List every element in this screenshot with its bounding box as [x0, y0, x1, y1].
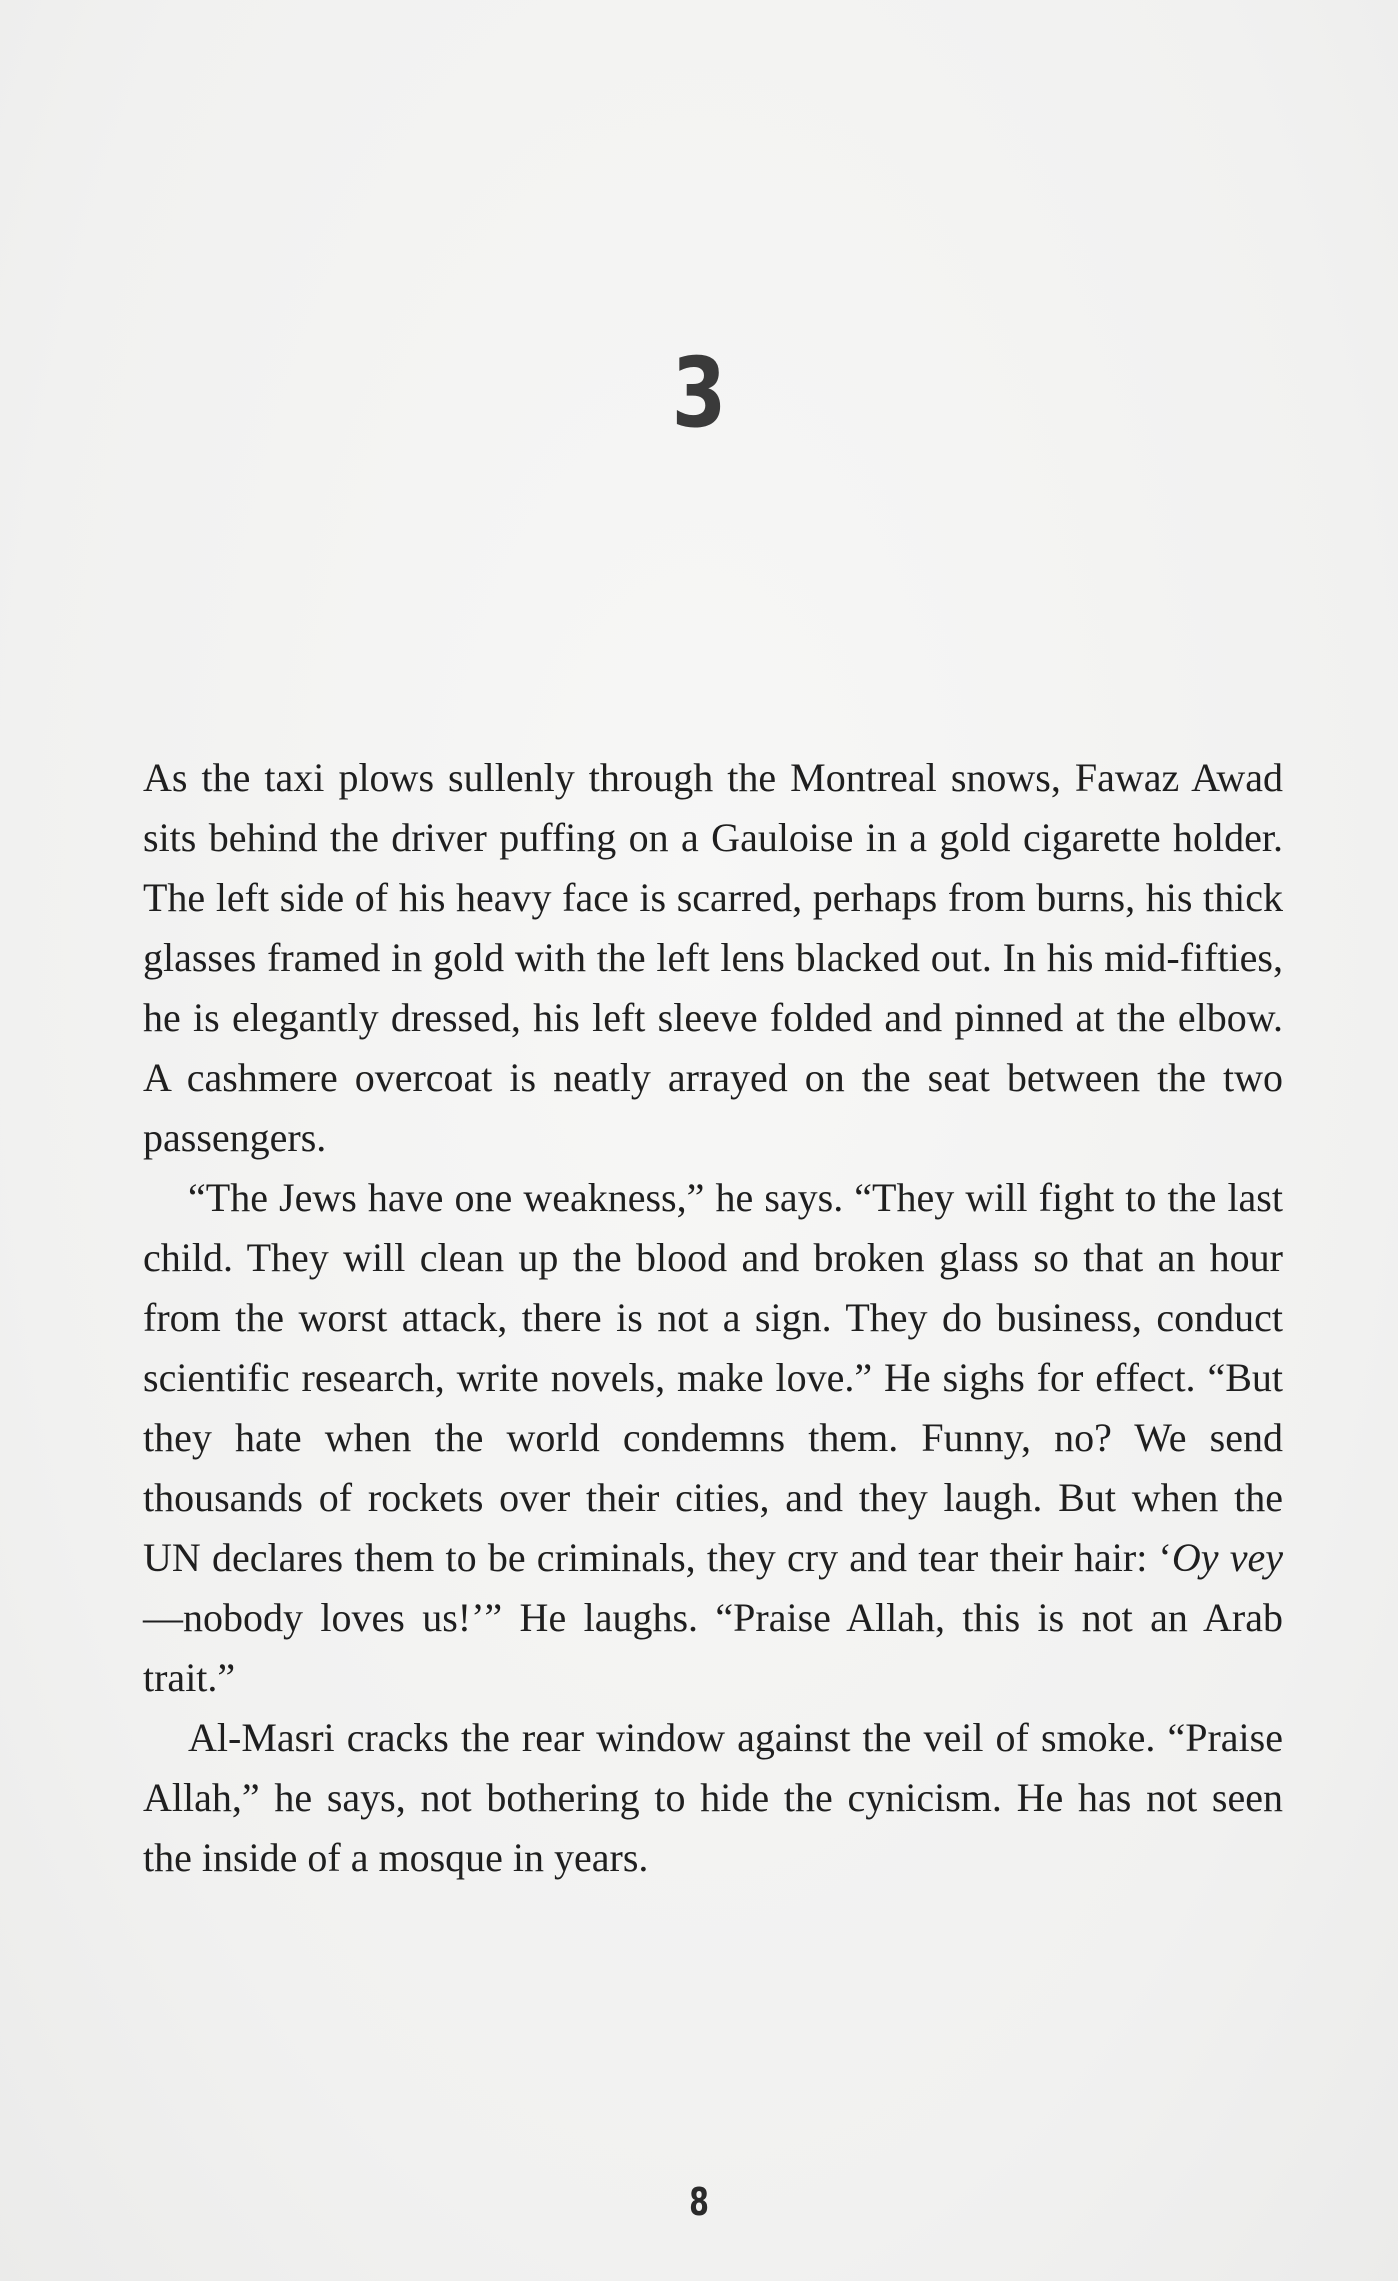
- page-number: 8: [689, 2180, 709, 2224]
- chapter-body: [143, 748, 1283, 1888]
- paragraph-2-text-after: —nobody loves us!’” He laughs. “Praise Allah, this is not an Arab trait.”: [143, 1595, 1283, 1700]
- paragraph-1: As the taxi plows sullenly through the Montreal snows, Fawaz Awad sits behind the driver puffing on a Gauloise in a gold cigarette holder. The left side of his heavy face is scarred, perhaps from burns, his thick glasses framed in gold with the left lens blacked out. In his mid-fifties, he is elegantly dressed, his left sleeve folded and pinned at the elbow. A cashmere overcoat is neatly arrayed on the seat between the two passengers.: [143, 755, 1283, 1160]
- paragraph-2-text-before: “The Jews have one weakness,” he says. “They will fight to the last child. They will clean up the blood and broken glass so that an hour from the worst attack, there is not a sign. They do business, conduct scientific research, write novels, make love.” He sighs for effect. “But they hate when the world condemns them. Funny, no? We send thousands of rockets over their cities, and they laugh. But when the UN declares them to be criminals, they cry and tear their hair: ‘: [143, 1175, 1283, 1580]
- paragraph-2: [143, 1168, 1283, 1708]
- paragraph-3: Al-Masri cracks the rear window against the veil of smoke. “Praise Allah,” he says, not bothering to hide the cynicism. He has not seen the inside of a mosque in years.: [143, 1715, 1283, 1880]
- chapter-number: 3: [671, 337, 727, 449]
- paragraph-2-italic: Oy vey: [1171, 1535, 1283, 1580]
